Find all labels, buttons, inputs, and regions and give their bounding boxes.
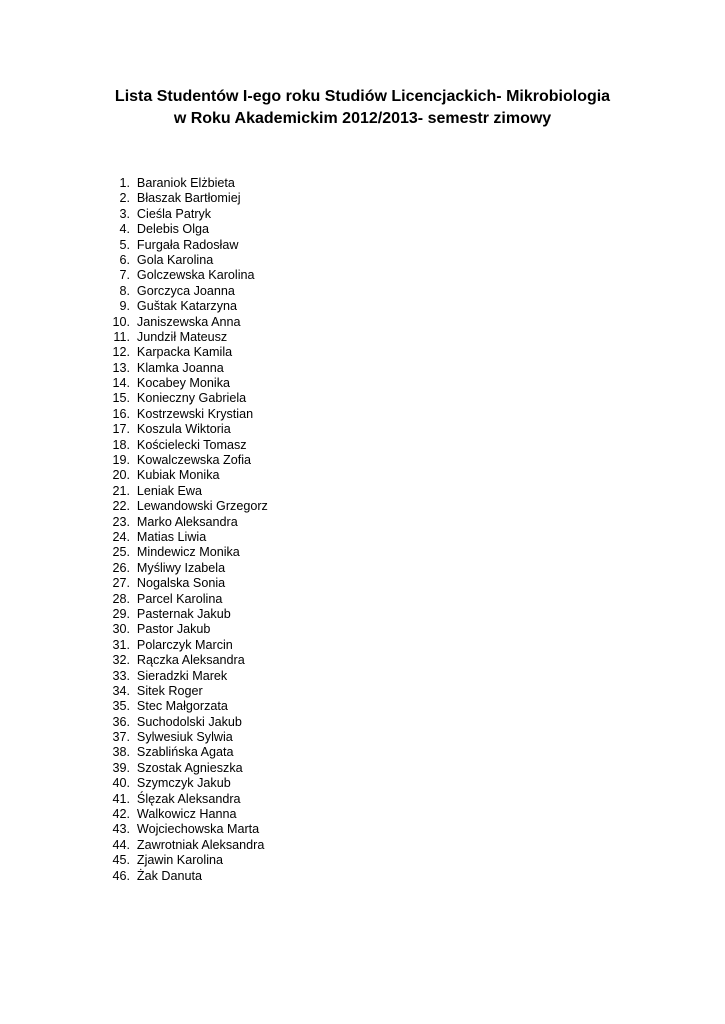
student-name: Polarczyk Marcin: [136, 637, 233, 652]
student-name: Zawrotniak Aleksandra: [136, 837, 265, 852]
list-item: [96, 730, 268, 745]
list-item: [96, 422, 268, 437]
list-item-number: 44.: [112, 837, 130, 852]
list-item: [96, 468, 268, 483]
student-name: Parcel Karolina: [136, 591, 223, 606]
list-item: [96, 684, 268, 699]
list-item: [96, 299, 268, 314]
list-item-number: 7.: [119, 268, 130, 283]
list-item-number: 14.: [112, 376, 130, 391]
student-name: Szymczyk Jakub: [136, 776, 231, 791]
student-name: Leniak Ewa: [136, 483, 203, 498]
list-item: [96, 776, 268, 791]
list-item: [96, 576, 268, 591]
student-name: Marko Aleksandra: [136, 514, 238, 529]
list-item: [96, 330, 268, 345]
student-name: Walkowicz Hanna: [136, 807, 237, 822]
student-name: Zjawin Karolina: [136, 853, 224, 868]
list-item-number: 15.: [112, 391, 130, 406]
list-item: [96, 622, 268, 637]
list-item: [96, 592, 268, 607]
list-item-number: 43.: [112, 822, 130, 837]
list-item: [96, 653, 268, 668]
list-item-number: 36.: [112, 714, 130, 729]
list-item: [96, 238, 268, 253]
list-item-number: 17.: [112, 422, 130, 437]
list-item: [96, 438, 268, 453]
student-name: Jundził Mateusz: [136, 329, 228, 344]
student-name: Mindewicz Monika: [136, 545, 240, 560]
list-item-number: 4.: [119, 222, 130, 237]
list-item: [96, 315, 268, 330]
list-item: [96, 207, 268, 222]
student-name: Gorczyca Joanna: [136, 283, 235, 298]
student-name: Janiszewska Anna: [136, 314, 241, 329]
student-name: Żak Danuta: [136, 868, 203, 883]
list-item-number: 42.: [112, 807, 130, 822]
list-item: [96, 822, 268, 837]
list-item: [96, 669, 268, 684]
list-item: [96, 253, 268, 268]
student-name: Kubiak Monika: [136, 468, 220, 483]
list-item-number: 40.: [112, 776, 130, 791]
list-item-number: 16.: [112, 406, 130, 421]
student-name: Pastor Jakub: [136, 622, 211, 637]
list-item-number: 29.: [112, 606, 130, 621]
list-item: [96, 191, 268, 206]
student-name: Sieradzki Marek: [136, 668, 228, 683]
list-item-number: 12.: [112, 345, 130, 360]
student-name: Golczewska Karolina: [136, 268, 255, 283]
list-item: [96, 391, 268, 406]
student-name: Szostak Agnieszka: [136, 760, 243, 775]
student-name: Kostrzewski Krystian: [136, 406, 254, 421]
list-item: [96, 284, 268, 299]
student-name: Guštak Katarzyna: [136, 299, 238, 314]
list-item-number: 18.: [112, 437, 130, 452]
list-item-number: 28.: [112, 591, 130, 606]
list-item: [96, 530, 268, 545]
list-item: [96, 761, 268, 776]
list-item-number: 34.: [112, 683, 130, 698]
list-item-number: 20.: [112, 468, 130, 483]
list-item-number: 30.: [112, 622, 130, 637]
list-item-number: 38.: [112, 745, 130, 760]
list-item-number: 23.: [112, 514, 130, 529]
list-item-number: 6.: [119, 252, 130, 267]
list-item-number: 3.: [119, 206, 130, 221]
title-line-2: w Roku Akademickim 2012/2013- semestr zimowy: [173, 110, 552, 127]
list-item: [96, 345, 268, 360]
list-item: [96, 869, 268, 884]
list-item: [96, 515, 268, 530]
student-name: Ślęzak Aleksandra: [136, 791, 241, 806]
list-item-number: 21.: [112, 483, 130, 498]
list-item-number: 19.: [112, 453, 130, 468]
list-item-number: 25.: [112, 545, 130, 560]
list-item-number: 32.: [112, 653, 130, 668]
list-item: [96, 807, 268, 822]
student-name: Sylwesiuk Sylwia: [136, 730, 233, 745]
list-item: [96, 484, 268, 499]
list-item: [96, 222, 268, 237]
student-name: Wojciechowska Marta: [136, 822, 260, 837]
list-item-number: 9.: [119, 299, 130, 314]
student-name: Nogalska Sonia: [136, 576, 226, 591]
list-item-number: 1.: [119, 176, 130, 190]
list-item-number: 31.: [112, 637, 130, 652]
student-name: Myśliwy Izabela: [136, 560, 226, 575]
student-name: Szablińska Agata: [136, 745, 234, 760]
list-item-number: 13.: [112, 360, 130, 375]
list-item-number: 10.: [112, 314, 130, 329]
list-item: [96, 838, 268, 853]
student-name: Karpacka Kamila: [136, 345, 233, 360]
list-item-number: 2.: [119, 191, 130, 206]
list-item-number: 27.: [112, 576, 130, 591]
student-name: Gola Karolina: [136, 252, 214, 267]
student-name: Baraniok Elżbieta: [136, 176, 235, 190]
list-item-number: 24.: [112, 529, 130, 544]
list-item: [96, 561, 268, 576]
student-name: Suchodolski Jakub: [136, 714, 242, 729]
list-item: [96, 499, 268, 514]
list-item: [96, 453, 268, 468]
list-item: [96, 268, 268, 283]
student-name: Furgała Radosław: [136, 237, 239, 252]
list-item: [96, 745, 268, 760]
student-name: Lewandowski Grzegorz: [136, 499, 268, 514]
student-name: Konieczny Gabriela: [136, 391, 247, 406]
list-item-number: 5.: [119, 237, 130, 252]
student-name: Błaszak Bartłomiej: [136, 191, 241, 206]
student-name: Sitek Roger: [136, 683, 203, 698]
list-item-number: 8.: [119, 283, 130, 298]
student-name: Rączka Aleksandra: [136, 653, 245, 668]
student-name: Klamka Joanna: [136, 360, 224, 375]
list-item: [96, 607, 268, 622]
list-item: [96, 545, 268, 560]
list-item: [96, 699, 268, 714]
list-item-number: 39.: [112, 760, 130, 775]
list-item-number: 37.: [112, 730, 130, 745]
list-item: [96, 407, 268, 422]
list-item-number: 26.: [112, 560, 130, 575]
list-item-number: 22.: [112, 499, 130, 514]
list-item-number: 11.: [113, 329, 130, 344]
list-item-number: 41.: [112, 791, 130, 806]
student-name: Delebis Olga: [136, 222, 210, 237]
student-name: Stec Małgorzata: [136, 699, 228, 714]
document-title: [0, 86, 725, 130]
list-item-number: 35.: [112, 699, 130, 714]
list-item-number: 33.: [112, 668, 130, 683]
list-item: [96, 176, 268, 191]
title-line-1: Lista Studentów I-ego roku Studiów Licencjackich- Mikrobiologia: [114, 88, 611, 105]
student-list: [96, 176, 268, 884]
student-name: Matias Liwia: [136, 529, 207, 544]
student-name: Kowalczewska Zofia: [136, 453, 252, 468]
list-item: [96, 376, 268, 391]
student-name: Pasternak Jakub: [136, 606, 231, 621]
list-item: [96, 715, 268, 730]
list-item: [96, 361, 268, 376]
list-item: [96, 638, 268, 653]
student-name: Cieśla Patryk: [136, 206, 212, 221]
student-name: Kościelecki Tomasz: [136, 437, 247, 452]
list-item-number: 46.: [112, 868, 130, 883]
list-item: [96, 792, 268, 807]
student-name: Kocabey Monika: [136, 376, 231, 391]
list-item-number: 45.: [112, 853, 130, 868]
list-item: [96, 853, 268, 868]
student-name: Koszula Wiktoria: [136, 422, 231, 437]
